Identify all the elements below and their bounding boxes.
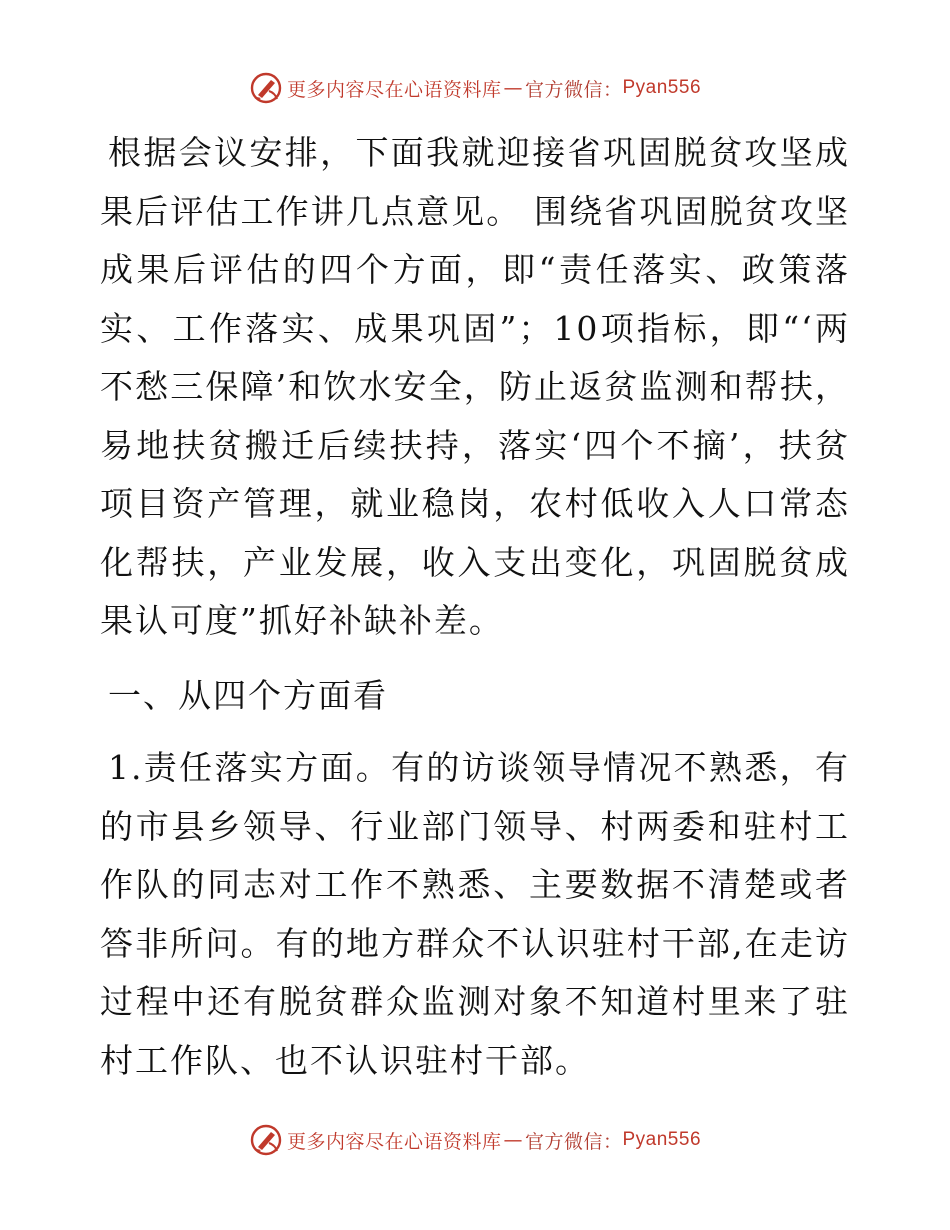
brand-logo-icon <box>249 71 283 105</box>
section-heading: 一、从四个方面看 <box>108 675 388 715</box>
brand-logo-icon <box>249 1123 283 1157</box>
watermark-wechat-id: Pyan556 <box>622 77 702 98</box>
watermark-wechat-label: 官方微信： <box>524 1130 623 1153</box>
watermark-separator: — <box>503 1129 523 1151</box>
footer-watermark <box>0 1120 950 1160</box>
intro-paragraph: 根据会议安排，下面我就迎接省巩固脱贫攻坚成果后评估工作讲几点意见。 围绕省巩固脱贫攻坚成果后评估的四个方面，即“责任落实、政策落实、工作落实、成果巩固”；10项指标，即“‘两不愁三保障’和饮水安全，防止返贫监测和帮扶，易地扶贫搬迁后续扶持，落实‘四个不摘’，扶贫项目资产管理，就业稳岗，农村低收入人口常态化帮扶，产业发展，收入支出变化，巩固脱贫成果认可度”抓好补缺补差。 <box>100 133 850 640</box>
body-paragraph: 1.责任落实方面。有的访谈领导情况不熟悉，有的市县乡领导、行业部门领导、村两委和驻村工作队的同志对工作不熟悉、主要数据不清楚或者答非所问。有的地方群众不认识驻村干部,在走访过程中还有脱贫群众监测对象不知道村里来了驻村工作队、也不认识驻村干部。 <box>100 748 850 1080</box>
document-body <box>100 124 850 1090</box>
watermark-separator: — <box>503 77 523 99</box>
watermark-text: 更多内容尽在心语资料库 <box>286 78 502 101</box>
watermark-text: 更多内容尽在心语资料库 <box>286 1130 502 1153</box>
watermark-wechat-label: 官方微信： <box>524 78 623 101</box>
watermark-wechat-id: Pyan556 <box>622 1129 702 1150</box>
header-watermark <box>0 68 950 108</box>
